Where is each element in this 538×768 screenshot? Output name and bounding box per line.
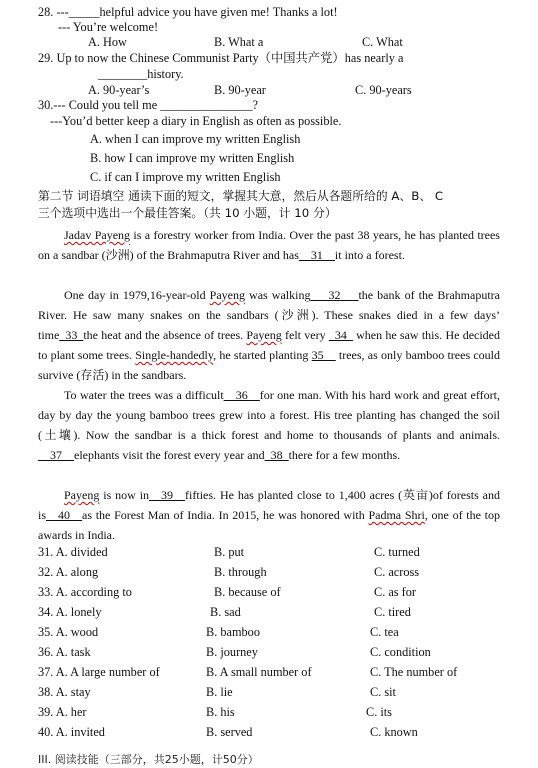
- name-payeng: Payeng: [64, 488, 100, 502]
- q29-stem: 29. Up to now the Chinese Communist Party（中国共产党）has nearly a: [38, 51, 404, 65]
- blank-35: 35__: [311, 348, 336, 362]
- name-jadav-payeng: Jadav Payeng: [64, 228, 131, 242]
- q30-response: ---You’d better keep a diary in English as often as possible.: [50, 114, 342, 128]
- option-a: 34. A. lonely: [38, 605, 102, 619]
- blank-40: __40__: [46, 508, 83, 522]
- blank-31: __31__: [298, 248, 335, 262]
- passage-paragraph-3: To water the trees was a difficult__36__for one man. With his hard work and great effort, day by day the young bamboo trees grew into a forest. His tree planting has changed the soil (土壤). Now the sandbar is a thick forest and home to thousands of plants and animals. __37__elephants visit the forest every year and_38_there for a few months.: [38, 388, 500, 462]
- option-a: 39. A. her: [38, 705, 87, 719]
- option-a: 35. A. wood: [38, 625, 99, 639]
- blank-32: ___32___: [310, 288, 359, 302]
- option-a: 40. A. invited: [38, 725, 105, 739]
- option-b: B. sad: [210, 605, 241, 619]
- option-a: 38. A. stay: [38, 685, 91, 699]
- blank-36: __36__: [223, 388, 260, 402]
- q28-stem: 28. ---_____helpful advice you have given me! Thanks a lot!: [38, 5, 338, 19]
- option-a: 32. A. along: [38, 565, 99, 579]
- blank-34: _34_: [328, 328, 353, 342]
- q29-option-b: B. 90-year: [214, 83, 266, 97]
- name-payeng: Payeng: [246, 328, 282, 342]
- option-b: B. put: [214, 545, 245, 559]
- section3-heading: III. 阅读技能（三部分，共25小题，计50分）: [38, 753, 259, 766]
- option-c: C. The number of: [370, 665, 458, 679]
- option-c: C. turned: [374, 545, 420, 559]
- section2-instruction-line1: 第二节 词语填空 通读下面的短文，掌握其大意，然后从各题所给的 A、B、 C: [38, 189, 444, 203]
- q30-option-a: A. when I can improve my written English: [90, 132, 301, 146]
- option-a: 31. A. divided: [38, 545, 108, 559]
- option-a: 37. A. A large number of: [38, 665, 160, 679]
- q29-option-c: C. 90-years: [355, 83, 412, 97]
- q28-option-c: C. What: [362, 35, 403, 49]
- option-c: C. tired: [374, 605, 411, 619]
- q30-option-b: B. how I can improve my written English: [90, 151, 295, 165]
- q30-stem: 30.--- Could you tell me _______________?: [38, 98, 258, 112]
- q29-option-a: A. 90-year’s: [88, 83, 150, 97]
- option-b: B. journey: [206, 645, 258, 659]
- name-padma-shri: Padma Shri: [368, 508, 425, 522]
- option-b: B. his: [206, 705, 235, 719]
- section2-instruction-line2: 三个选项中选出一个最佳答案。（共 10 小题，计 10 分）: [38, 206, 337, 220]
- option-a: 36. A. task: [38, 645, 91, 659]
- blank-33: _33_: [59, 328, 84, 342]
- option-b: B. A small number of: [206, 665, 312, 679]
- passage-paragraph-2: One day in 1979,16-year-old Payeng was walking___32___the bank of the Brahmaputra River. He saw many snakes on the sandbars (沙洲). These snakes died in a few days’ time_33_the heat and the absence of trees. Payeng felt very _34_ when he saw this. He decided to plant some trees. Single-handedly, he started planting 35__ trees, as only bamboo trees could survive (存活) in the sandbars.: [38, 288, 501, 382]
- option-b: B. served: [206, 725, 253, 739]
- option-c: C. tea: [370, 625, 399, 639]
- q29-stem-cont: ________history.: [98, 67, 184, 81]
- option-b: B. bamboo: [206, 625, 260, 639]
- option-c: C. known: [370, 725, 418, 739]
- q28-response: --- You’re welcome!: [58, 20, 159, 34]
- blank-38: _38_: [264, 448, 289, 462]
- option-c: C. its: [366, 705, 392, 719]
- option-b: B. through: [214, 565, 267, 579]
- option-c: C. sit: [370, 685, 396, 699]
- q28-option-b: B. What a: [214, 35, 264, 49]
- passage-paragraph-4: Payeng is now in__39__fifties. He has planted close to 1,400 acres (英亩)of forests and is__40__as the Forest Man of India. In 2015, he was honored with Padma Shri, one of the top awards in India.: [38, 488, 500, 542]
- blank-39: __39__: [149, 488, 186, 502]
- q30-option-c: C. if can I improve my written English: [90, 170, 281, 184]
- option-c: C. as for: [374, 585, 417, 599]
- name-payeng: Payeng: [209, 288, 245, 302]
- option-b: B. lie: [206, 685, 233, 699]
- q28-option-a: A. How: [88, 35, 127, 49]
- option-c: C. across: [374, 565, 420, 579]
- word-single-handedly: Single-handedly: [135, 348, 214, 362]
- option-a: 33. A. according to: [38, 585, 132, 599]
- option-c: C. condition: [370, 645, 431, 659]
- passage-paragraph-1: Jadav Payeng is a forestry worker from India. Over the past 38 years, he has planted trees on a sandbar (沙洲) of the Brahmaputra River and has__31__it into a forest.: [38, 228, 500, 262]
- blank-37: __37__: [38, 448, 74, 462]
- option-b: B. because of: [214, 585, 281, 599]
